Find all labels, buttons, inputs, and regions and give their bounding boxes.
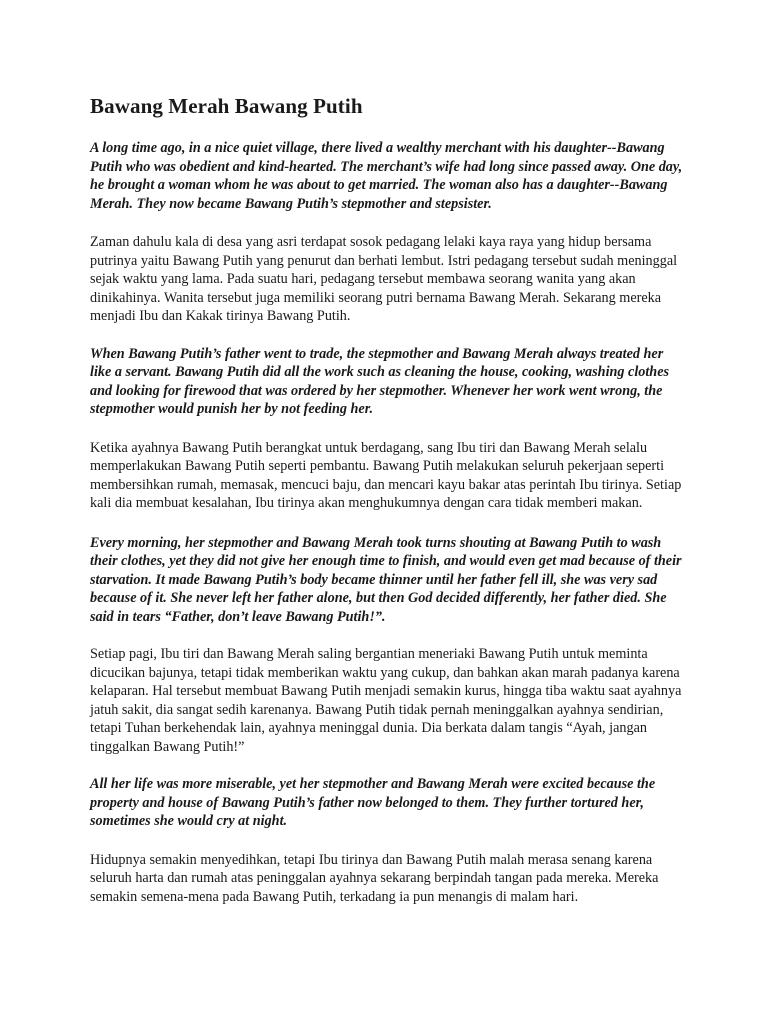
paragraph-english-1: A long time ago, in a nice quiet village, there lived a wealthy merchant with his daughter--Bawang Putih who was obedient and kind-hearted. The merchant’s wife had long since passed away. One day, he brought a woman whom he was about to get married. The woman also has a daughter--Bawang Merah. They now became Bawang Putih’s stepmother and stepsister. [90,140,683,212]
paragraph-english-2: When Bawang Putih’s father went to trade, the stepmother and Bawang Merah always treated her like a servant. Bawang Putih did all the work such as cleaning the house, cooking, washing clothes and looking for firewood that was ordered by her stepmother. Whenever her work went wrong, the stepmother would punish her by not feeding her. [90,345,670,417]
paragraph-indonesian-2: Ketika ayahnya Bawang Putih berangkat untuk berdagang, sang Ibu tiri dan Bawang Merah selalu memperlakukan Bawang Putih seperti pembantu. Bawang Putih melakukan seluruh pekerjaan seperti membersihkan rumah, memasak, mencuci baju, dan mencari kayu bakar atas perintah Ibu tirinya. Setiap kali dia membuat kesalahan, Ibu tirinya akan menghukumnya dengan cara tidak memberi makan. [90,439,682,511]
document-title: Bawang Merah Bawang Putih [90,94,363,118]
paragraph-indonesian-1: Zaman dahulu kala di desa yang asri terdapat sosok pedagang lelaki kaya raya yang hidup bersama putrinya yaitu Bawang Putih yang penurut dan berhati lembut. Istri pedagang tersebut sudah meninggal sejak waktu yang lama. Pada suatu hari, pedagang tersebut membawa seorang wanita yang akan dinikahinya. Wanita tersebut juga memiliki seorang putri bernama Bawang Merah. Sekarang mereka menjadi Ibu dan Kakak tirinya Bawang Putih. [90,234,678,324]
paragraph-english-4: All her life was more miserable, yet her stepmother and Bawang Merah were excited because the property and house of Bawang Putih’s father now belonged to them. They further tortured her, sometimes she would cry at night. [90,776,656,829]
paragraph-indonesian-3: Setiap pagi, Ibu tiri dan Bawang Merah saling bergantian meneriaki Bawang Putih untuk meminta dicucikan bajunya, tetapi tidak memberikan waktu yang cukup, dan bahkan akan marah padanya karena kelaparan. Hal tersebut membuat Bawang Putih menjadi semakin kurus, hingga tiba waktu saat ayahnya jatuh sakit, dia sangat sedih karenanya. Bawang Putih tidak pernah meninggalkan ayahnya sendirian, tetapi Tuhan berkehendak lain, ayahnya meninggal dunia. Dia berkata dalam tangis “Ayah, jangan tinggalkan Bawang Putih!” [90,646,682,755]
document-page [90,93,688,925]
paragraph-indonesian-4: Hidupnya semakin menyedihkan, tetapi Ibu tirinya dan Bawang Putih malah merasa senang karena seluruh harta dan rumah atas peninggalan ayahnya sekarang berpindah tangan pada mereka. Mereka semakin semena-mena pada Bawang Putih, terkadang ia pun menangis di malam hari. [90,851,659,905]
paragraph-english-3: Every morning, her stepmother and Bawang Merah took turns shouting at Bawang Putih to wash their clothes, yet they did not give her enough time to finish, and would even get mad because of their starvation. It made Bawang Putih’s body became thinner until her father fell ill, she was very sad because of it. She never left her father alone, but then God decided differently, her father died. She said in tears “Father, don’t leave Bawang Putih!”. [90,534,682,625]
